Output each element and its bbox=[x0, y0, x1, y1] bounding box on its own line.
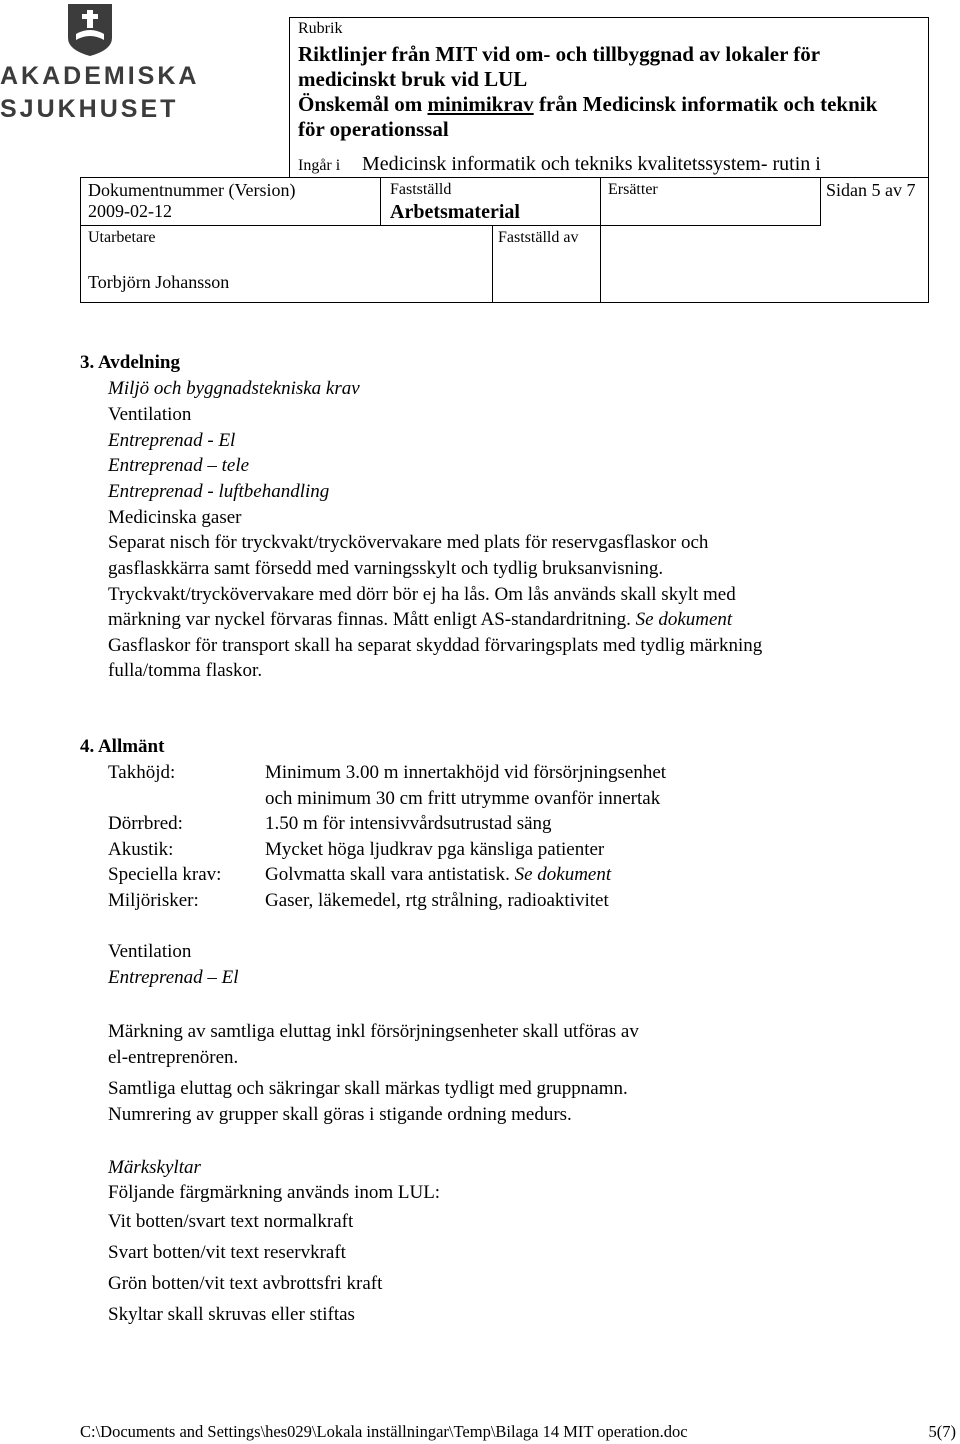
page-indicator: Sidan 5 av 7 bbox=[826, 180, 916, 200]
takhojd-label: Takhöjd: bbox=[108, 762, 176, 783]
akustik-value: Mycket höga ljudkrav pga känsliga patienter bbox=[265, 839, 605, 860]
miljorisker-value: Gaser, läkemedel, rtg strålning, radioaktivitet bbox=[265, 890, 609, 911]
footer-page-number: 5(7) bbox=[928, 1422, 956, 1441]
marking-line-4: Numrering av grupper skall göras i stigande ordning medurs. bbox=[108, 1104, 572, 1125]
faststalld-av-label: Fastställd av bbox=[498, 229, 579, 246]
faststalld-label: Fastställd bbox=[390, 181, 452, 198]
header-col-divider-1 bbox=[380, 177, 381, 225]
marking-line-2: el-entreprenören. bbox=[108, 1047, 239, 1068]
color-item-2: Svart botten/vit text reservkraft bbox=[108, 1242, 346, 1263]
utarbetare-label: Utarbetare bbox=[88, 229, 156, 246]
title-line-2: medicinskt bruk vid LUL bbox=[298, 67, 528, 91]
header-border-right bbox=[928, 17, 929, 302]
markskyltar-heading: Märkskyltar bbox=[108, 1157, 201, 1178]
title-line-4: för operationssal bbox=[298, 117, 449, 141]
color-item-4: Skyltar skall skruvas eller stiftas bbox=[108, 1304, 355, 1325]
miljorisker-label: Miljörisker: bbox=[108, 890, 199, 911]
se-dokument-link[interactable]: Se dokument bbox=[635, 609, 733, 630]
header-border-bottom bbox=[80, 302, 929, 303]
ingar-value: Medicinsk informatik och tekniks kvalitetssystem- rutin i bbox=[362, 153, 821, 175]
title-line-1: Riktlinjer från MIT vid om- och tillbyggnad av lokaler för bbox=[298, 42, 821, 66]
gas-paragraph-line-2: gasflaskkärra samt försedd med varningsskylt och tydlig bruksanvisning. bbox=[108, 558, 664, 579]
header-col-divider-4 bbox=[492, 225, 493, 302]
header-border-top bbox=[289, 17, 929, 18]
hospital-logo-icon bbox=[68, 4, 112, 56]
header-border-left-top bbox=[289, 17, 290, 177]
section-3-heading: 3. Avdelning bbox=[80, 352, 180, 373]
marking-line-3: Samtliga eluttag och säkringar skall märkas tydligt med gruppnamn. bbox=[108, 1078, 628, 1099]
section-3-line-3: Entreprenad - El bbox=[108, 430, 236, 451]
rubrik-label: Rubrik bbox=[298, 20, 343, 37]
gas-paragraph-line-3: Tryckvakt/tryckövervakare med dörr bör ej ha lås. Om lås används skall skylt med bbox=[108, 584, 736, 605]
logo-text-line1: AKADEMISKA bbox=[0, 62, 200, 90]
color-item-1: Vit botten/svart text normalkraft bbox=[108, 1211, 354, 1232]
section-3-line-2: Ventilation bbox=[108, 404, 192, 425]
section-3-line-4: Entreprenad – tele bbox=[108, 455, 250, 476]
takhojd-value: Minimum 3.00 m innertakhöjd vid försörjningsenhet bbox=[265, 762, 667, 783]
dorrbred-label: Dörrbred: bbox=[108, 813, 183, 834]
gasflaskor-line-2: fulla/tomma flaskor. bbox=[108, 660, 263, 681]
se-dokument-link-2[interactable]: Se dokument bbox=[514, 864, 612, 885]
takhojd-value-2: och minimum 30 cm fritt utrymme ovanför innertak bbox=[265, 788, 661, 809]
section-3-line-6: Medicinska gaser bbox=[108, 507, 242, 528]
ersatter-label: Ersätter bbox=[608, 181, 658, 198]
ingar-label: Ingår i bbox=[298, 157, 341, 174]
footer-file-path: C:\Documents and Settings\hes029\Lokala inställningar\Temp\Bilaga 14 MIT operation.doc bbox=[80, 1422, 688, 1441]
logo-text-line2: SJUKHUSET bbox=[0, 95, 179, 123]
header-divider-1 bbox=[80, 177, 929, 178]
color-item-3: Grön botten/vit text avbrottsfri kraft bbox=[108, 1273, 383, 1294]
header-col-divider-3 bbox=[820, 177, 821, 225]
akustik-label: Akustik: bbox=[108, 839, 174, 860]
doknr-label: Dokumentnummer (Version) bbox=[88, 180, 296, 200]
gasflaskor-line-1: Gasflaskor för transport skall ha separat skyddad förvaringsplats med tydlig märkning bbox=[108, 635, 763, 656]
utarbetare-value: Torbjörn Johansson bbox=[88, 272, 230, 292]
speciella-krav-label: Speciella krav: bbox=[108, 864, 222, 885]
title-line-3: Önskemål om minimikrav från Medicinsk informatik och teknik bbox=[298, 92, 878, 116]
header-border-left bbox=[80, 177, 81, 302]
marking-line-1: Märkning av samtliga eluttag inkl försörjningsenheter skall utföras av bbox=[108, 1021, 639, 1042]
title-underlined-word: minimikrav bbox=[427, 92, 534, 116]
section-3-line-1: Miljö och byggnadstekniska krav bbox=[108, 378, 360, 399]
header-divider-2 bbox=[80, 225, 821, 226]
speciella-krav-value: Golvmatta skall vara antistatisk. Se dokument bbox=[265, 864, 612, 885]
ventilation-heading: Ventilation bbox=[108, 941, 192, 962]
dorrbred-value: 1.50 m för intensivvårdsutrustad säng bbox=[265, 813, 552, 834]
header-col-divider-2 bbox=[600, 177, 601, 302]
gas-paragraph-line-1: Separat nisch för tryckvakt/tryckövervakare med plats för reservgasflaskor och bbox=[108, 532, 709, 553]
entreprenad-el-heading: Entreprenad – El bbox=[108, 967, 239, 988]
doknr-value: 2009-02-12 bbox=[88, 201, 172, 221]
faststalld-value: Arbetsmaterial bbox=[390, 201, 520, 223]
section-3-line-5: Entreprenad - luftbehandling bbox=[108, 481, 330, 502]
gas-paragraph-line-4: märkning var nyckel förvaras finnas. Mått enligt AS-standardritning. Se dokument bbox=[108, 609, 733, 630]
section-4-heading: 4. Allmänt bbox=[80, 736, 165, 757]
color-intro: Följande färgmärkning används inom LUL: bbox=[108, 1182, 441, 1203]
